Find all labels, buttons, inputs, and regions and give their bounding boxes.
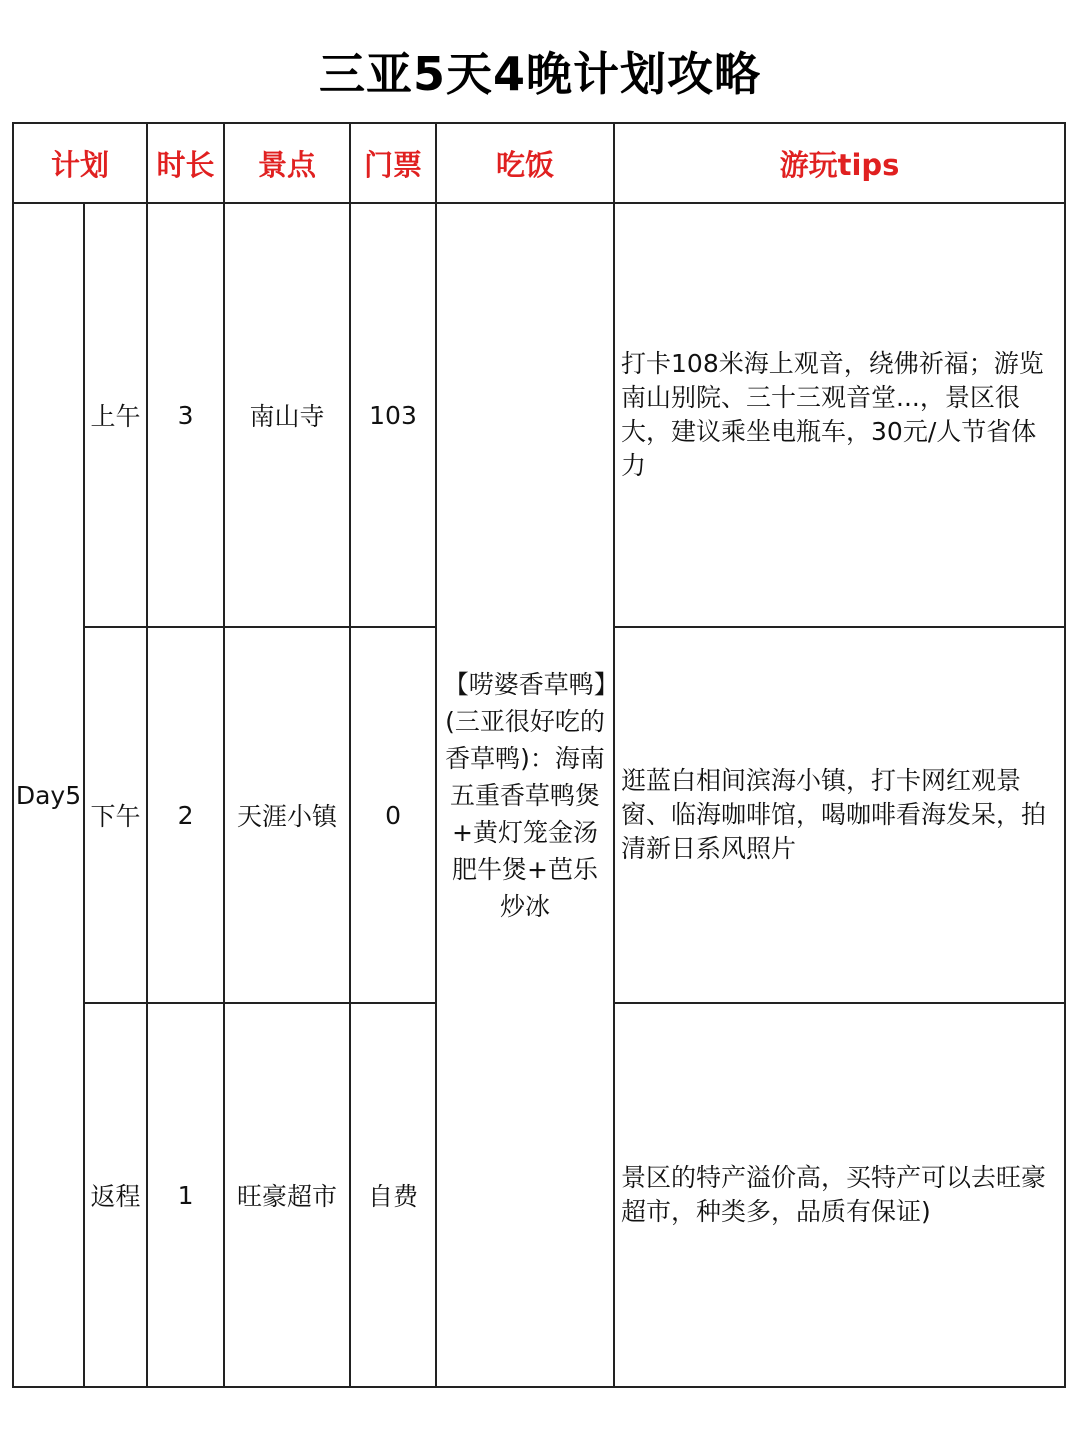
header-duration: 时长 bbox=[147, 123, 224, 203]
page-title: 三亚5天4晚计划攻略 bbox=[318, 47, 761, 101]
tips-cell: 打卡108米海上观音，绕佛祈福；游览南山别院、三十三观音堂...，景区很大，建议乘坐电瓶车，30元/人节省体力 bbox=[614, 203, 1065, 627]
ticket-cell: 0 bbox=[350, 627, 436, 1003]
ticket-cell: 103 bbox=[350, 203, 436, 627]
duration-cell: 2 bbox=[147, 627, 224, 1003]
day-cell: Day5 bbox=[13, 203, 84, 1387]
tips-cell: 逛蓝白相间滨海小镇，打卡网红观景窗、临海咖啡馆，喝咖啡看海发呆，拍清新日系风照片 bbox=[614, 627, 1065, 1003]
spot-cell: 旺豪超市 bbox=[224, 1003, 350, 1387]
header-ticket: 门票 bbox=[350, 123, 436, 203]
duration-cell: 3 bbox=[147, 203, 224, 627]
period-cell: 上午 bbox=[84, 203, 147, 627]
tips-cell: 景区的特产溢价高，买特产可以去旺豪超市，种类多，品质有保证) bbox=[614, 1003, 1065, 1387]
table-row bbox=[13, 203, 1065, 627]
spot-cell: 天涯小镇 bbox=[224, 627, 350, 1003]
header-row bbox=[13, 123, 1065, 203]
header-tips: 游玩tips bbox=[614, 123, 1065, 203]
period-cell: 返程 bbox=[84, 1003, 147, 1387]
spot-cell: 南山寺 bbox=[224, 203, 350, 627]
itinerary-table bbox=[12, 122, 1066, 1388]
header-spot: 景点 bbox=[224, 123, 350, 203]
header-meal: 吃饭 bbox=[436, 123, 614, 203]
duration-cell: 1 bbox=[147, 1003, 224, 1387]
meal-cell: 【唠婆香草鸭】(三亚很好吃的香草鸭)：海南五重香草鸭煲+黄灯笼金汤肥牛煲+芭乐炒冰 bbox=[436, 203, 614, 1387]
ticket-cell: 自费 bbox=[350, 1003, 436, 1387]
header-plan: 计划 bbox=[13, 123, 147, 203]
period-cell: 下午 bbox=[84, 627, 147, 1003]
